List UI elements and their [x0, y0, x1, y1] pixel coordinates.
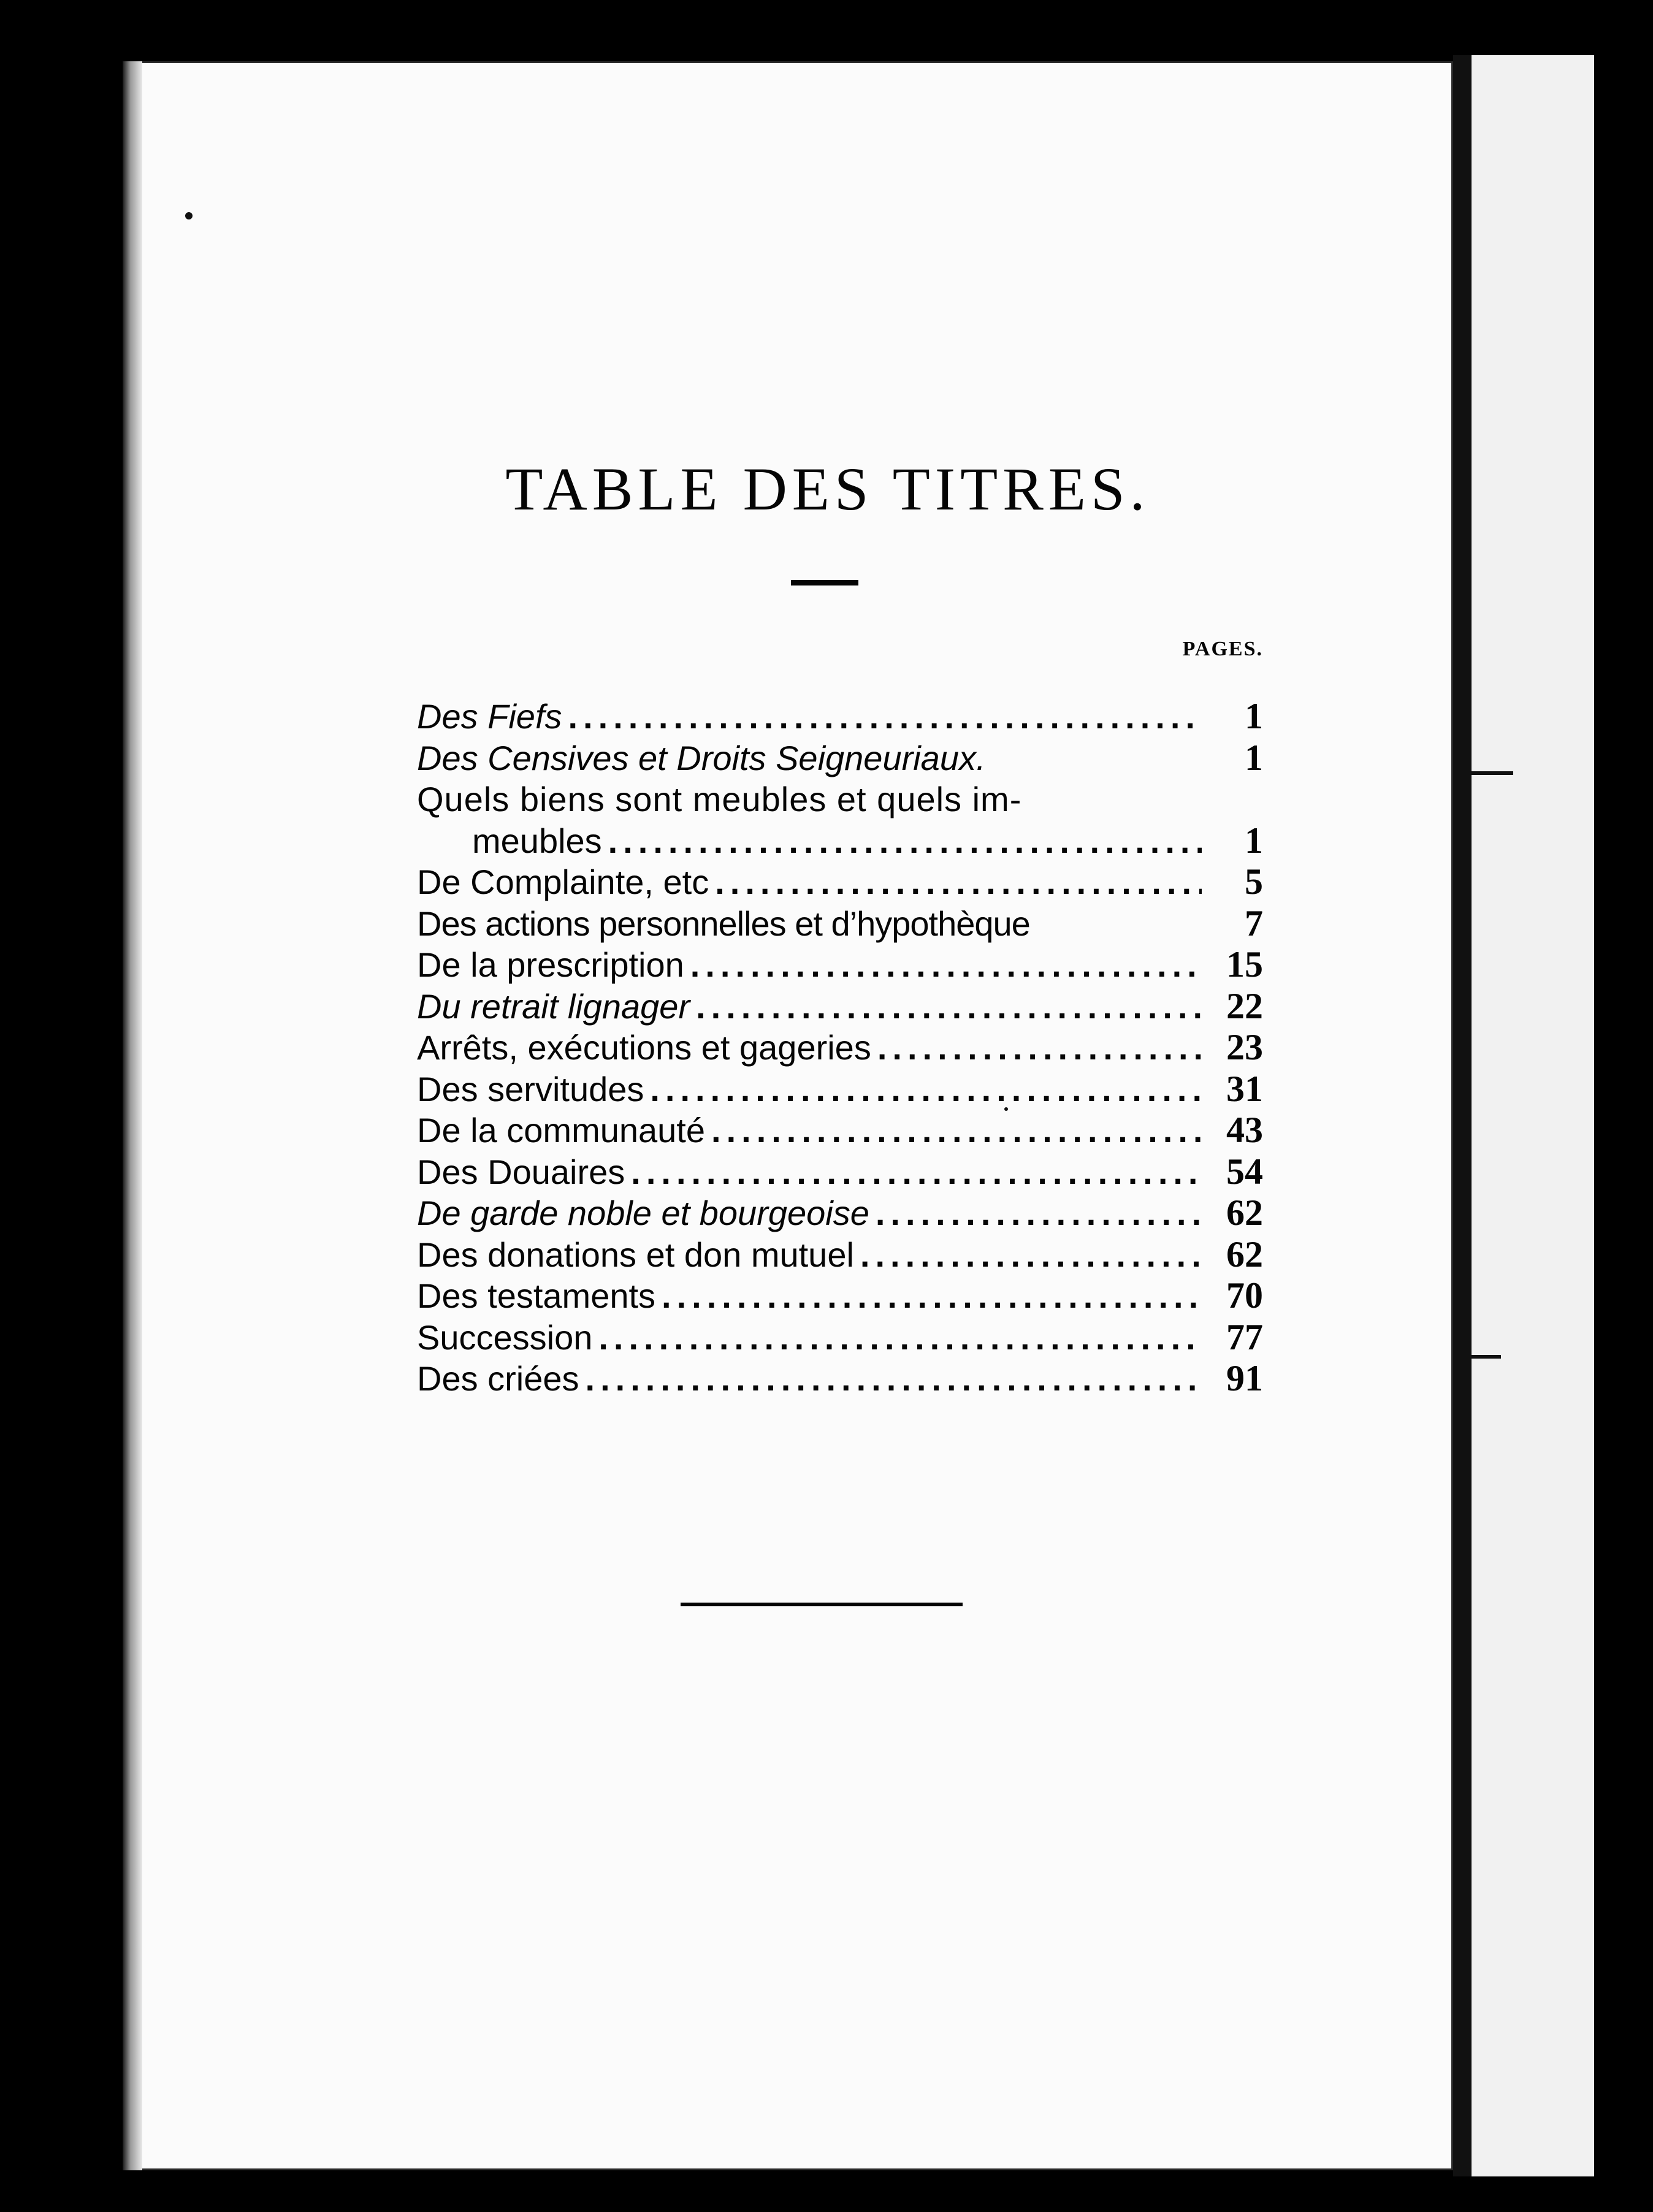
- toc-entry[interactable]: [417, 1234, 1263, 1276]
- table-of-contents: [417, 696, 1263, 1400]
- adjacent-page-strip: [1472, 55, 1594, 2176]
- ink-speck: [185, 212, 193, 219]
- toc-entry[interactable]: [417, 1275, 1263, 1317]
- toc-entry-page: 31: [1226, 1068, 1263, 1109]
- toc-entry[interactable]: [417, 1317, 1263, 1359]
- toc-entry[interactable]: [417, 944, 1263, 986]
- toc-entry-title: Quels biens sont meubles et quels im-: [417, 780, 1022, 818]
- toc-entry-page: 43: [1226, 1110, 1263, 1150]
- toc-entry[interactable]: [417, 1151, 1263, 1193]
- dot-leader: [860, 1234, 1202, 1276]
- page-title: TABLE DES TITRES.: [505, 455, 1150, 523]
- toc-entry-title: Des criées: [417, 1359, 579, 1398]
- toc-entry-page: 23: [1226, 1027, 1263, 1067]
- toc-entry-title: Des actions personnelles et d’hypothèque: [417, 904, 1030, 943]
- toc-entry-page: 54: [1226, 1151, 1263, 1192]
- dot-leader: [696, 986, 1202, 1028]
- toc-entry-title: Arrêts, exécutions et gageries: [417, 1028, 871, 1067]
- dot-leader: [662, 1275, 1202, 1317]
- toc-entry-title: Des servitudes: [417, 1069, 644, 1108]
- toc-entry-page: 5: [1245, 861, 1263, 902]
- toc-entry-title: Des testaments: [417, 1276, 656, 1315]
- toc-entry-title: Succession: [417, 1318, 593, 1357]
- dot-leader: [568, 696, 1202, 738]
- toc-entry[interactable]: [417, 861, 1263, 903]
- dot-leader: [598, 1317, 1202, 1359]
- toc-entry-title: Du retrait lignager: [417, 986, 690, 1026]
- pages-column-label: PAGES.: [1182, 638, 1263, 660]
- dot-leader: [877, 1027, 1202, 1069]
- toc-entry[interactable]: [417, 1358, 1263, 1400]
- toc-entry-page: 77: [1226, 1316, 1263, 1357]
- toc-entry-title: De garde noble et bourgeoise: [417, 1194, 869, 1232]
- dot-leader: [711, 1110, 1202, 1151]
- page-right-edge: [1453, 55, 1472, 2176]
- dot-leader: [631, 1151, 1202, 1193]
- toc-entry[interactable]: [417, 1110, 1263, 1151]
- toc-entry-page: 15: [1226, 944, 1263, 985]
- dot-leader: [586, 1358, 1202, 1400]
- toc-entry-page: 62: [1226, 1234, 1263, 1275]
- page-left-edge: [123, 61, 142, 2170]
- toc-entry-page: 22: [1226, 985, 1263, 1026]
- toc-entry-title: De la prescription: [417, 945, 684, 984]
- toc-entry[interactable]: [417, 820, 1263, 862]
- dot-leader: [650, 1069, 1202, 1110]
- toc-entry-page: 1: [1245, 696, 1263, 736]
- toc-entry[interactable]: [417, 738, 1263, 779]
- toc-entry-page: 62: [1226, 1192, 1263, 1233]
- toc-entry-page: 1: [1245, 737, 1263, 778]
- toc-entry[interactable]: [417, 1069, 1263, 1110]
- toc-entry-page: 70: [1226, 1275, 1263, 1316]
- toc-entry-page: 7: [1245, 902, 1263, 944]
- dot-leader: [690, 944, 1202, 986]
- toc-entry-title: De Complainte, etc: [417, 863, 709, 901]
- toc-entry-title: De la communauté: [417, 1111, 706, 1150]
- dot-leader: [608, 820, 1202, 862]
- closing-rule: [681, 1603, 963, 1606]
- toc-entry[interactable]: [417, 986, 1263, 1028]
- toc-entry-title: Des Censives et Droits Seigneuriaux.: [417, 738, 986, 777]
- title-rule: [791, 580, 858, 585]
- dot-leader: [715, 861, 1202, 903]
- ink-speck: [1464, 1355, 1501, 1359]
- toc-entry[interactable]: [417, 696, 1263, 738]
- toc-entry-title: Des donations et don mutuel: [417, 1235, 854, 1274]
- toc-entry-title: Des Douaires: [417, 1152, 625, 1191]
- toc-entry[interactable]: [417, 903, 1263, 945]
- toc-entry[interactable]: [417, 779, 1263, 820]
- toc-entry[interactable]: [417, 1192, 1263, 1234]
- toc-entry[interactable]: [417, 1027, 1263, 1069]
- toc-entry-title: Des Fiefs: [417, 697, 562, 736]
- ink-speck: [1464, 771, 1513, 775]
- toc-entry-page: 1: [1245, 820, 1263, 861]
- dot-leader: [876, 1192, 1202, 1234]
- toc-entry-title: meubles: [472, 821, 602, 860]
- toc-entry-page: 91: [1226, 1358, 1263, 1398]
